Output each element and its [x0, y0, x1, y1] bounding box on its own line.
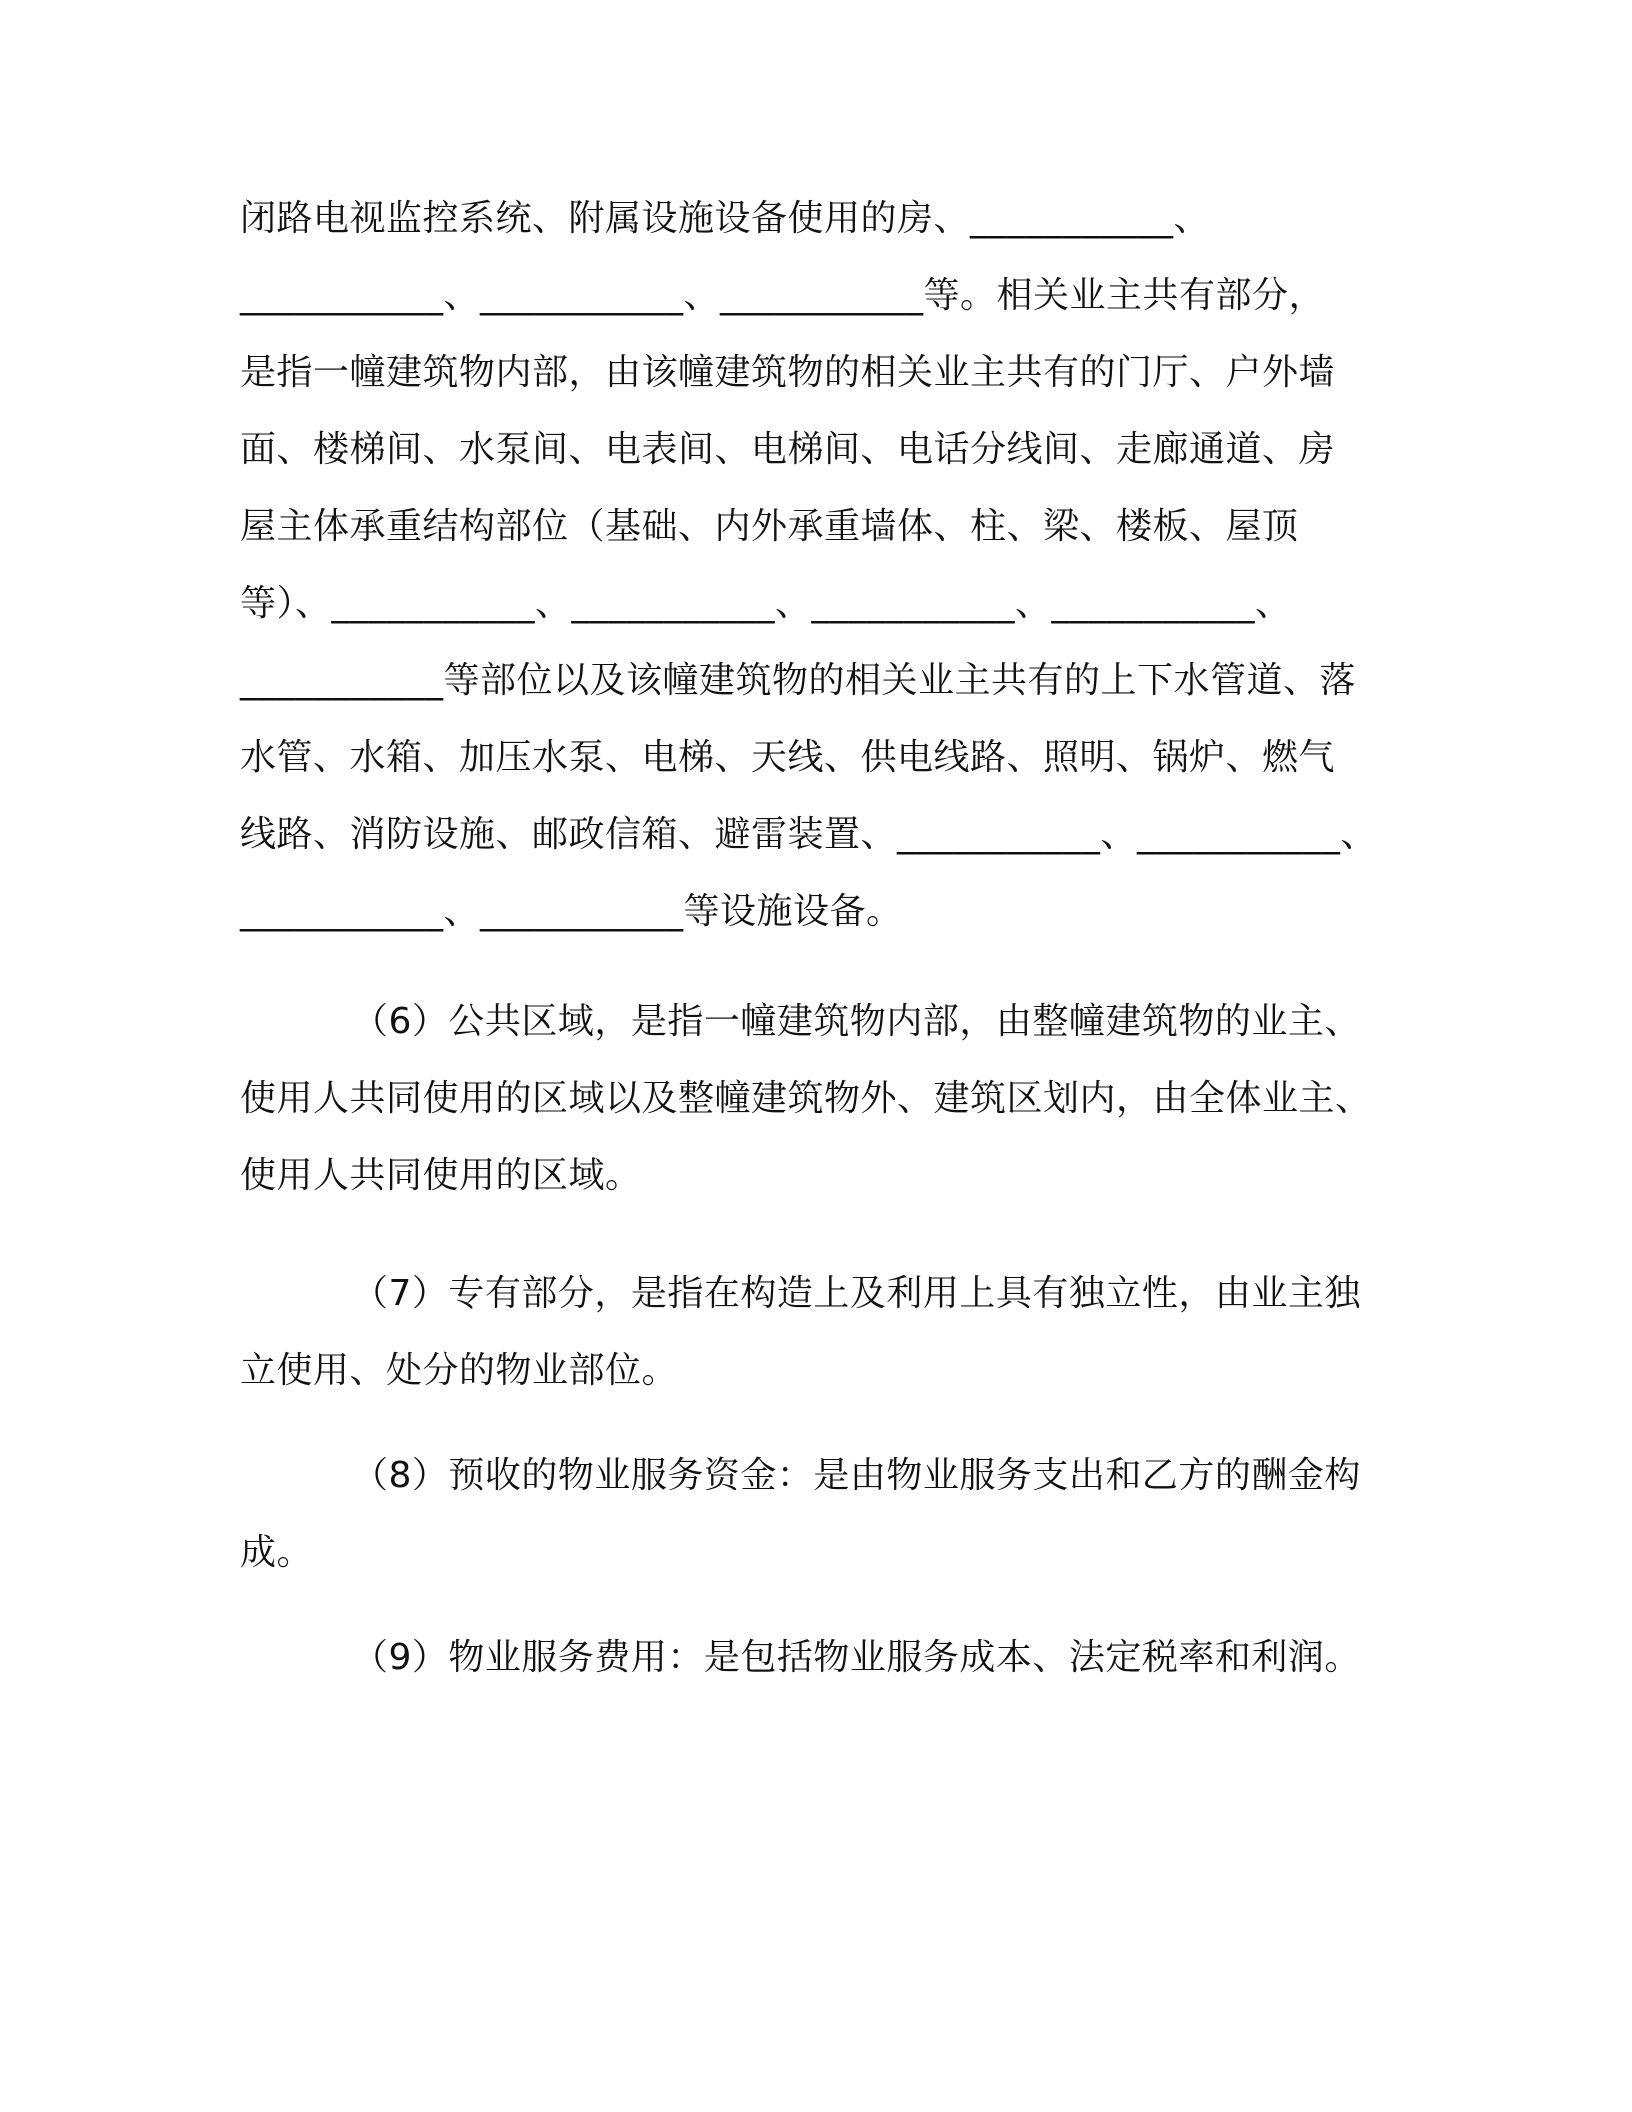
paragraph-9	[240, 1619, 1380, 1696]
paragraph-6	[240, 983, 1380, 1214]
text-line: 线路、消防设施、邮政信箱、避雷装置、___________、___________、	[240, 814, 1378, 855]
text-line: （7）专有部分，是指在构造上及利用上具有独立性，由业主独	[352, 1273, 1361, 1314]
text-line: 是指一幢建筑物内部，由该幢建筑物的相关业主共有的门厅、户外墙	[240, 352, 1336, 393]
text-line: 等）、___________、___________、___________、___________、	[240, 583, 1292, 624]
text-line: ___________等部位以及该幢建筑物的相关业主共有的上下水管道、落	[240, 660, 1357, 701]
text-line: 使用人共同使用的区域。	[240, 1155, 642, 1196]
text-line: （9）物业服务费用：是包括物业服务成本、法定税率和利润。	[352, 1637, 1361, 1678]
text-line: （6）公共区域，是指一幢建筑物内部，由整幢建筑物的业主、	[352, 1001, 1361, 1042]
text-line: 屋主体承重结构部位（基础、内外承重墙体、柱、梁、楼板、屋顶	[240, 506, 1299, 547]
continued-paragraph	[240, 180, 1380, 950]
paragraph-7	[240, 1255, 1380, 1409]
text-line: ___________、___________等设施设备。	[240, 891, 903, 932]
text-line: 水管、水箱、加压水泵、电梯、天线、供电线路、照明、锅炉、燃气	[240, 737, 1336, 778]
text-line: 立使用、处分的物业部位。	[240, 1350, 679, 1391]
text-line: 成。	[240, 1532, 314, 1573]
paragraph-8	[240, 1437, 1380, 1591]
text-line: 面、楼梯间、水泵间、电表间、电梯间、电话分线间、走廊通道、房	[240, 429, 1336, 470]
text-line: ___________、___________、___________等。相关业主共有部分，	[240, 275, 1326, 316]
text-line: （8）预收的物业服务资金：是由物业服务支出和乙方的酬金构	[352, 1455, 1361, 1496]
text-line: 使用人共同使用的区域以及整幢建筑物外、建筑区划内，由全体业主、	[240, 1078, 1372, 1119]
text-line: 闭路电视监控系统、附属设施设备使用的房、___________、	[240, 198, 1211, 239]
